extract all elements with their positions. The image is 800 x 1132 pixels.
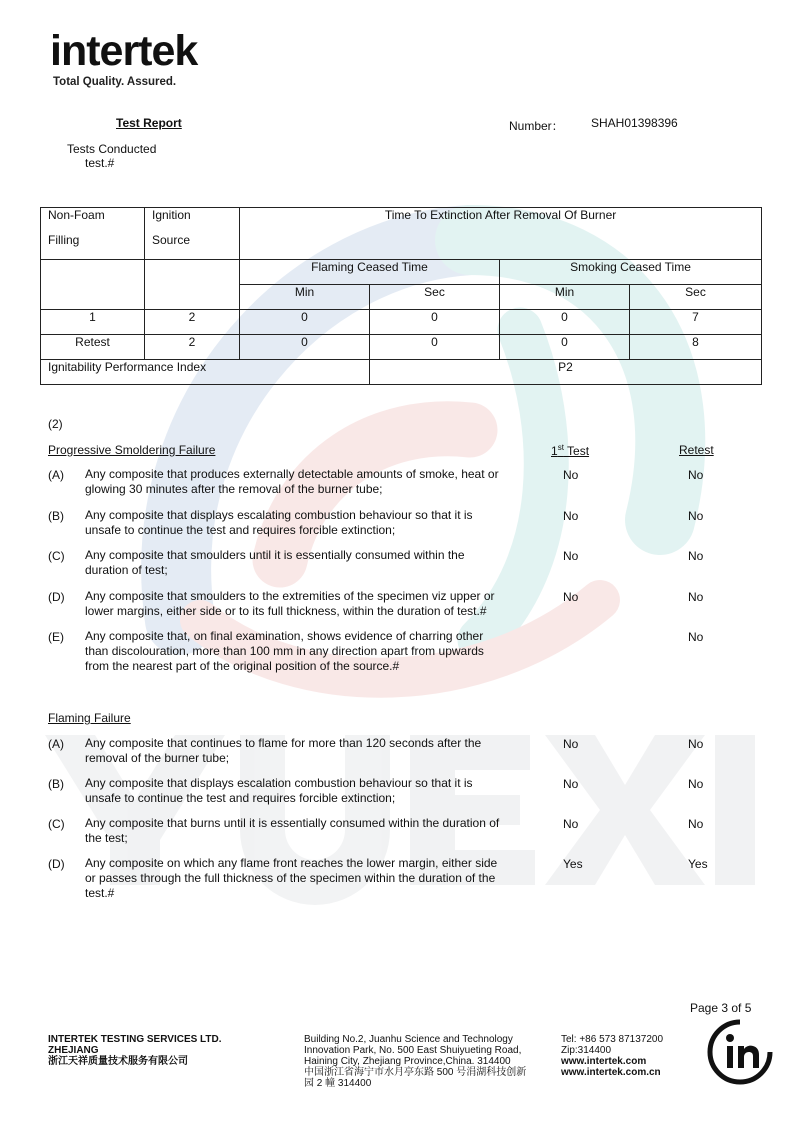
row-smoking-min: 0 [500, 335, 630, 360]
header-smoking-ceased: Smoking Ceased Time [500, 260, 762, 285]
row-label: Retest [41, 335, 145, 360]
intertek-logo: intertek [50, 27, 198, 75]
item-retest: No [688, 590, 704, 604]
report-title: Test Report [116, 116, 182, 130]
burner-test-table [40, 207, 762, 385]
item-first-test: No [563, 549, 579, 563]
item-letter: (C) [48, 549, 65, 563]
item-letter: (D) [48, 857, 65, 871]
item-text: Any composite that displays escalating combustion behaviour so that it is unsafe to continue the test and requires forcible extinction; [85, 508, 473, 537]
item-first-test: No [563, 737, 579, 751]
row-label: 1 [41, 310, 145, 335]
company-name-cn: 浙江天祥质量技术服务有限公司 [48, 1056, 188, 1067]
item-first-test: No [563, 468, 579, 482]
item-first-test: No [563, 817, 579, 831]
logo-tagline: Total Quality. Assured. [53, 76, 177, 88]
header-flaming-sec: Sec [370, 285, 500, 310]
item-retest: No [688, 817, 704, 831]
item-text: Any composite that burns until it is essentially consumed within the duration of the test; [85, 816, 500, 845]
item-letter: (E) [48, 630, 64, 644]
company-region: ZHEJIANG [48, 1045, 99, 1056]
header-smoking-min: Min [500, 285, 630, 310]
row-flaming-sec: 0 [370, 310, 500, 335]
item-retest: No [688, 777, 704, 791]
intertek-badge-icon [706, 1018, 774, 1086]
item-letter: (C) [48, 817, 65, 831]
address-line: Building No.2, Juanhu Science and Technology [304, 1034, 513, 1045]
item-first-test: No [563, 777, 579, 791]
index-label: Ignitability Performance Index [41, 360, 370, 385]
item-first-test: No [563, 590, 579, 604]
tests-conducted-sub: test.# [85, 156, 115, 170]
header-flaming-min: Min [240, 285, 370, 310]
footer-contact [561, 1034, 663, 1078]
flaming-heading: Flaming Failure [48, 711, 131, 725]
address-line-cn: 中国浙江省海宁市水月亭东路 500 号涓湖科技创新 [304, 1067, 527, 1078]
blank-cell [145, 260, 240, 310]
row-smoking-min: 0 [500, 310, 630, 335]
row-source: 2 [145, 335, 240, 360]
item-letter: (D) [48, 590, 65, 604]
item-letter: (A) [48, 468, 64, 482]
item-retest: No [688, 509, 704, 523]
item-letter: (B) [48, 509, 64, 523]
row-flaming-sec: 0 [370, 335, 500, 360]
item-text: Any composite that, on final examination, shows evidence of charring other than discolouration, more than 100 mm in any direction apart from upwards from the nearest part of the original position of the source.# [85, 629, 484, 673]
smoldering-heading: Progressive Smoldering Failure [48, 443, 216, 457]
header-ignition [145, 208, 240, 260]
row-source: 2 [145, 310, 240, 335]
item-text: Any composite that displays escalation combustion behaviour so that it is unsafe to continue the test and requires forcible extinction; [85, 776, 473, 805]
item-retest: Yes [688, 857, 708, 871]
item-retest: No [688, 468, 704, 482]
row-flaming-min: 0 [240, 310, 370, 335]
row-flaming-min: 0 [240, 335, 370, 360]
item-first-test: No [563, 509, 579, 523]
section-number: (2) [48, 417, 63, 431]
index-value: P2 [370, 360, 762, 385]
zip-code: Zip:314400 [561, 1045, 612, 1056]
item-text: Any composite that smoulders until it is essentially consumed within the duration of test; [85, 548, 465, 577]
retest-header: Retest [679, 443, 714, 457]
header-time-to-extinction: Time To Extinction After Removal Of Burner [240, 208, 762, 260]
row-smoking-sec: 7 [630, 310, 762, 335]
header-ignition-line2: Source [152, 233, 191, 247]
tests-conducted-label: Tests Conducted [67, 142, 157, 156]
address-line-cn: 园 2 幢 314400 [304, 1078, 372, 1089]
first-test-header: 1st Test [551, 443, 590, 458]
header-filling-line1: Non-Foam [48, 208, 105, 222]
company-name: INTERTEK TESTING SERVICES LTD. [48, 1034, 222, 1045]
item-retest: No [688, 549, 704, 563]
phone-number: Tel: +86 573 87137200 [561, 1034, 664, 1045]
table-header-row [41, 208, 762, 260]
item-text: Any composite that produces externally detectable amounts of smoke, heat or glowing 30 minutes after the removal of the burner tube; [85, 467, 499, 496]
number-label: Number： [509, 119, 564, 133]
website-link[interactable]: www.intertek.com [561, 1056, 647, 1067]
item-retest: No [688, 630, 704, 644]
index-row [41, 360, 762, 385]
address-line: Haining City, Zhejiang Province,China. 314400 [304, 1056, 511, 1067]
row-smoking-sec: 8 [630, 335, 762, 360]
header-filling [41, 208, 145, 260]
table-row [41, 310, 762, 335]
website-link-cn[interactable]: www.intertek.com.cn [561, 1067, 661, 1078]
item-retest: No [688, 737, 704, 751]
header-filling-line2: Filling [48, 233, 80, 247]
header-smoking-sec: Sec [630, 285, 762, 310]
table-row [41, 335, 762, 360]
item-text: Any composite that smoulders to the extremities of the specimen viz upper or lower margins, either side or to its full thickness, within the duration of test.# [85, 589, 495, 618]
item-text: Any composite that continues to flame for more than 120 seconds after the removal of the burner tube; [85, 736, 482, 765]
address-line: Innovation Park, No. 500 East Shuiyueting Road, [304, 1045, 522, 1056]
item-letter: (A) [48, 737, 64, 751]
blank-cell [41, 260, 145, 310]
item-first-test: Yes [563, 857, 583, 871]
header-flaming-ceased: Flaming Ceased Time [240, 260, 500, 285]
report-number: SHAH01398396 [591, 116, 678, 130]
page-number: Page 3 of 5 [690, 1001, 752, 1015]
footer-company [48, 1034, 222, 1067]
footer-address [304, 1034, 554, 1089]
header-ignition-line1: Ignition [152, 208, 191, 222]
item-text: Any composite on which any flame front reaches the lower margin, either side or passes through the full thickness of the specimen within the duration of the test.# [85, 856, 498, 900]
item-letter: (B) [48, 777, 64, 791]
